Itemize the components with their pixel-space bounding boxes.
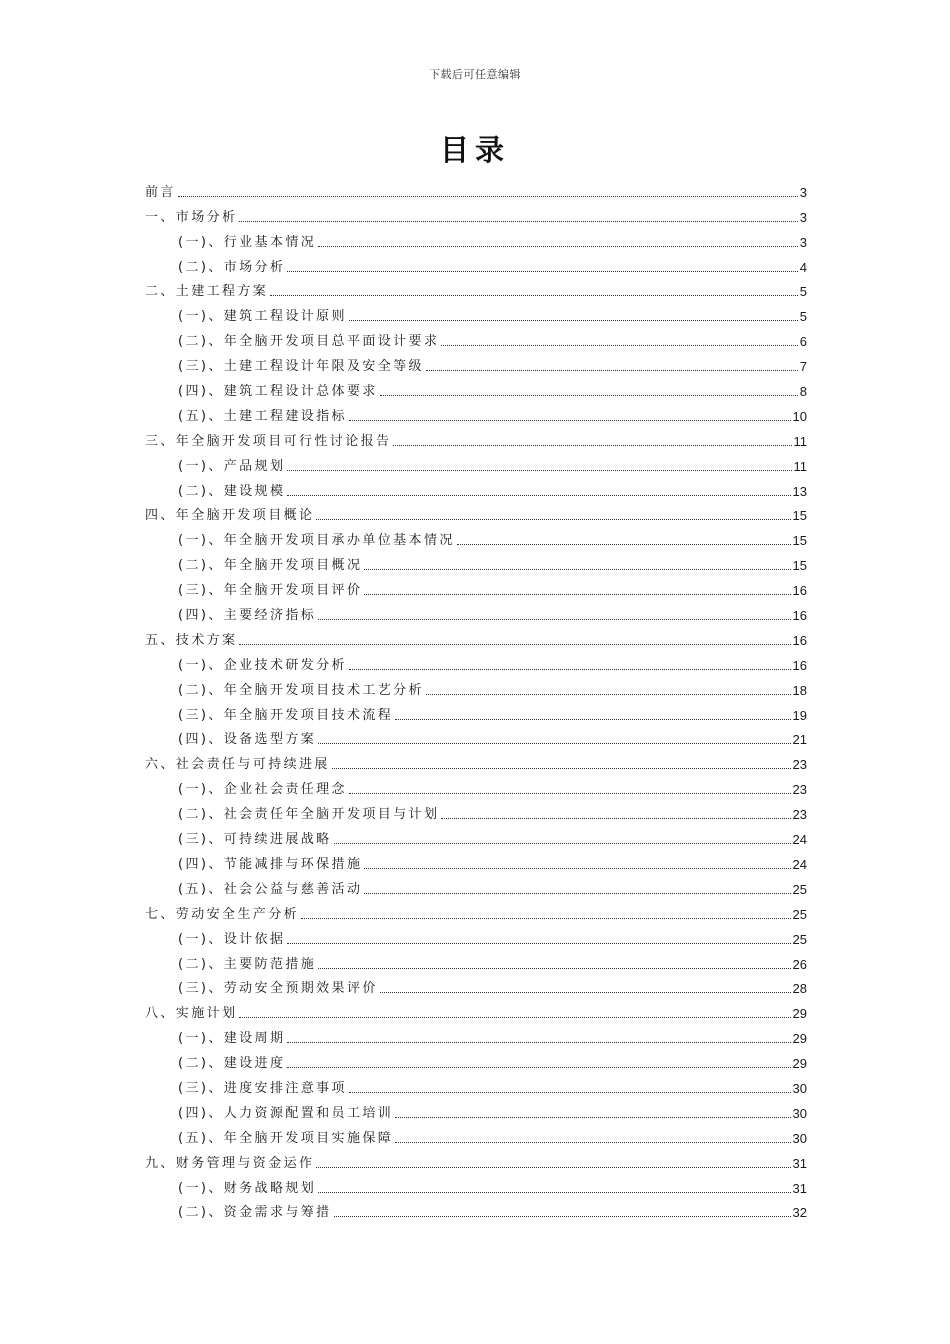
toc-entry-label: (二)、主要防范措施 [178, 956, 317, 972]
toc-entry-label: (一)、建设周期 [178, 1031, 286, 1047]
toc-entry-section[interactable] [145, 375, 807, 400]
toc-entry-chapter[interactable] [145, 748, 807, 773]
toc-page-number: 23 [792, 757, 807, 773]
toc-entry-section[interactable] [145, 300, 807, 325]
toc-entry-chapter[interactable] [145, 997, 807, 1022]
toc-dot-leader [395, 1117, 790, 1118]
toc-dot-leader [364, 868, 790, 869]
toc-page-number: 6 [799, 334, 807, 350]
toc-entry-label: 二、土建工程方案 [145, 284, 269, 300]
toc-entry-section[interactable] [145, 400, 807, 425]
toc-entry-chapter[interactable] [145, 500, 807, 525]
toc-page-number: 8 [799, 384, 807, 400]
toc-dot-leader [287, 271, 797, 272]
toc-dot-leader [457, 544, 791, 545]
toc-dot-leader [301, 918, 791, 919]
toc-dot-leader [380, 992, 791, 993]
toc-dot-leader [318, 1192, 790, 1193]
toc-page-number: 16 [792, 657, 807, 673]
toc-dot-leader [316, 1167, 790, 1168]
toc-entry-section[interactable] [145, 599, 807, 624]
toc-entry-label: 七、劳动安全生产分析 [145, 906, 300, 922]
toc-dot-leader [364, 893, 790, 894]
toc-dot-leader [287, 495, 790, 496]
toc-entry-label: (一)、设计依据 [178, 931, 286, 947]
toc-entry-label: 六、社会责任与可持续进展 [145, 757, 330, 773]
toc-entry-section[interactable] [145, 549, 807, 574]
toc-page-number: 13 [792, 483, 807, 499]
toc-page-number: 18 [792, 682, 807, 698]
toc-entry-label: (三)、进度安排注意事项 [178, 1080, 347, 1096]
toc-entry-label: 九、财务管理与资金运作 [145, 1155, 315, 1171]
toc-page-number: 29 [792, 1031, 807, 1047]
toc-dot-leader [349, 793, 791, 794]
toc-dot-leader [270, 295, 798, 296]
toc-page-number: 30 [792, 1080, 807, 1096]
toc-entry-label: (五)、土建工程建设指标 [178, 408, 347, 424]
toc-page-number: 7 [799, 359, 807, 375]
toc-dot-leader [441, 345, 797, 346]
toc-dot-leader [395, 719, 790, 720]
toc-dot-leader [364, 594, 790, 595]
toc-dot-leader [239, 644, 790, 645]
toc-page-number: 23 [792, 807, 807, 823]
toc-entry-section[interactable] [145, 1172, 807, 1197]
toc-dot-leader [426, 370, 798, 371]
toc-page-number: 29 [792, 1056, 807, 1072]
toc-dot-leader [334, 843, 791, 844]
toc-entry-label: (二)、年全脑开发项目总平面设计要求 [178, 334, 440, 350]
toc-page-number: 25 [792, 931, 807, 947]
toc-dot-leader [349, 1092, 791, 1093]
toc-page-number: 25 [792, 881, 807, 897]
toc-entry-label: (四)、人力资源配置和员工培训 [178, 1105, 394, 1121]
toc-entry-label: (四)、主要经济指标 [178, 608, 317, 624]
toc-entry-chapter[interactable] [145, 176, 807, 201]
toc-page-number: 3 [799, 234, 807, 250]
toc-entry-section[interactable] [145, 475, 807, 500]
toc-page-number: 4 [799, 259, 807, 275]
toc-entry-label: (五)、年全脑开发项目实施保障 [178, 1130, 394, 1146]
toc-entry-label: (二)、年全脑开发项目概况 [178, 558, 363, 574]
toc-entry-label: (一)、产品规划 [178, 458, 286, 474]
toc-entry-section[interactable] [145, 948, 807, 973]
toc-page-number: 16 [792, 632, 807, 648]
toc-dot-leader [178, 196, 798, 197]
toc-entry-label: 五、技术方案 [145, 632, 238, 648]
toc-entry-label: (二)、年全脑开发项目技术工艺分析 [178, 682, 424, 698]
toc-entry-section[interactable] [145, 823, 807, 848]
toc-page-number: 30 [792, 1105, 807, 1121]
toc-dot-leader [318, 743, 790, 744]
toc-dot-leader [349, 320, 798, 321]
toc-entry-chapter[interactable] [145, 276, 807, 301]
toc-entry-section[interactable] [145, 649, 807, 674]
toc-entry-section[interactable] [145, 873, 807, 898]
toc-entry-label: 八、实施计划 [145, 1006, 238, 1022]
toc-entry-section[interactable] [145, 524, 807, 549]
toc-page-number: 15 [792, 508, 807, 524]
toc-entry-label: (三)、劳动安全预期效果评价 [178, 981, 378, 997]
toc-page-number: 5 [799, 309, 807, 325]
toc-dot-leader [287, 943, 790, 944]
toc-dot-leader [318, 619, 790, 620]
toc-entry-section[interactable] [145, 973, 807, 998]
toc-entry-section[interactable] [145, 1072, 807, 1097]
toc-page-number: 11 [793, 458, 807, 474]
toc-entry-label: (一)、年全脑开发项目承办单位基本情况 [178, 533, 455, 549]
toc-page-number: 24 [792, 856, 807, 872]
toc-entry-chapter[interactable] [145, 201, 807, 226]
toc-page-number: 24 [792, 832, 807, 848]
toc-page-number: 26 [792, 956, 807, 972]
toc-entry-label: (一)、财务战略规划 [178, 1180, 317, 1196]
toc-page-number: 32 [792, 1205, 807, 1221]
toc-entry-label: (二)、资金需求与筹措 [178, 1205, 332, 1221]
toc-entry-chapter[interactable] [145, 624, 807, 649]
toc-entry-label: (一)、行业基本情况 [178, 234, 317, 250]
toc-page-number: 25 [792, 906, 807, 922]
toc-page-number: 29 [792, 1006, 807, 1022]
toc-page-number: 31 [792, 1155, 807, 1171]
toc-dot-leader [334, 1216, 791, 1217]
toc-entry-chapter[interactable] [145, 1147, 807, 1172]
toc-dot-leader [239, 1017, 790, 1018]
toc-dot-leader [316, 519, 790, 520]
toc-entry-section[interactable] [145, 1097, 807, 1122]
toc-entry-section[interactable] [145, 251, 807, 276]
page-title: 目录 [439, 133, 510, 167]
toc-entry-label: (二)、社会责任年全脑开发项目与计划 [178, 807, 440, 823]
toc-entry-section[interactable] [145, 1197, 807, 1222]
toc-page-number: 11 [793, 433, 807, 449]
toc-entry-section[interactable] [145, 574, 807, 599]
toc-entry-section[interactable] [145, 350, 807, 375]
toc-entry-label: (四)、设备选型方案 [178, 732, 317, 748]
toc-dot-leader [349, 669, 791, 670]
toc-entry-label: 一、市场分析 [145, 209, 238, 225]
toc-page-number: 23 [792, 782, 807, 798]
toc-entry-section[interactable] [145, 848, 807, 873]
toc-entry-section[interactable] [145, 450, 807, 475]
table-of-contents [145, 176, 807, 1221]
toc-entry-section[interactable] [145, 674, 807, 699]
toc-page-number: 10 [792, 408, 807, 424]
toc-entry-label: (三)、可持续进展战略 [178, 832, 332, 848]
toc-page-number: 19 [792, 707, 807, 723]
toc-entry-label: (二)、建设进度 [178, 1056, 286, 1072]
toc-page-number: 15 [792, 558, 807, 574]
header-note: 下载后可任意编辑 [429, 68, 521, 81]
toc-page-number: 15 [792, 533, 807, 549]
toc-dot-leader [380, 395, 798, 396]
toc-dot-leader [318, 968, 790, 969]
toc-page-number: 5 [799, 284, 807, 300]
toc-dot-leader [287, 1042, 790, 1043]
toc-entry-label: (一)、企业技术研发分析 [178, 657, 347, 673]
toc-entry-section[interactable] [145, 773, 807, 798]
toc-dot-leader [239, 221, 797, 222]
toc-entry-label: (五)、社会公益与慈善活动 [178, 881, 363, 897]
toc-entry-label: (四)、节能减排与环保措施 [178, 856, 363, 872]
toc-entry-chapter[interactable] [145, 425, 807, 450]
toc-entry-label: (一)、企业社会责任理念 [178, 782, 347, 798]
toc-entry-label: (二)、建设规模 [178, 483, 286, 499]
toc-entry-section[interactable] [145, 923, 807, 948]
toc-page-number: 28 [792, 981, 807, 997]
toc-page-number: 16 [792, 608, 807, 624]
toc-dot-leader [441, 818, 790, 819]
toc-entry-label: 三、年全脑开发项目可行性讨论报告 [145, 433, 392, 449]
toc-entry-chapter[interactable] [145, 898, 807, 923]
toc-entry-section[interactable] [145, 1047, 807, 1072]
toc-entry-label: (三)、年全脑开发项目评价 [178, 583, 363, 599]
toc-page-number: 16 [792, 583, 807, 599]
toc-entry-label: 四、年全脑开发项目概论 [145, 508, 315, 524]
toc-dot-leader [349, 420, 791, 421]
toc-dot-leader [318, 246, 798, 247]
toc-page-number: 21 [792, 732, 807, 748]
toc-entry-label: (三)、土建工程设计年限及安全等级 [178, 359, 424, 375]
toc-entry-section[interactable] [145, 798, 807, 823]
toc-page-number: 31 [792, 1180, 807, 1196]
toc-entry-section[interactable] [145, 325, 807, 350]
toc-entry-label: (二)、市场分析 [178, 259, 286, 275]
toc-page-number: 30 [792, 1130, 807, 1146]
toc-entry-section[interactable] [145, 1122, 807, 1147]
toc-entry-label: (一)、建筑工程设计原则 [178, 309, 347, 325]
toc-dot-leader [393, 445, 791, 446]
toc-entry-label: 前言 [145, 184, 176, 200]
toc-entry-section[interactable] [145, 699, 807, 724]
toc-entry-section[interactable] [145, 1022, 807, 1047]
toc-dot-leader [287, 470, 791, 471]
toc-dot-leader [364, 569, 790, 570]
toc-entry-label: (三)、年全脑开发项目技术流程 [178, 707, 394, 723]
toc-entry-label: (四)、建筑工程设计总体要求 [178, 384, 378, 400]
toc-dot-leader [332, 768, 791, 769]
toc-entry-section[interactable] [145, 724, 807, 749]
toc-page-number: 3 [799, 209, 807, 225]
toc-entry-section[interactable] [145, 226, 807, 251]
toc-dot-leader [426, 694, 791, 695]
toc-dot-leader [287, 1067, 790, 1068]
toc-dot-leader [395, 1142, 790, 1143]
toc-page-number: 3 [799, 184, 807, 200]
